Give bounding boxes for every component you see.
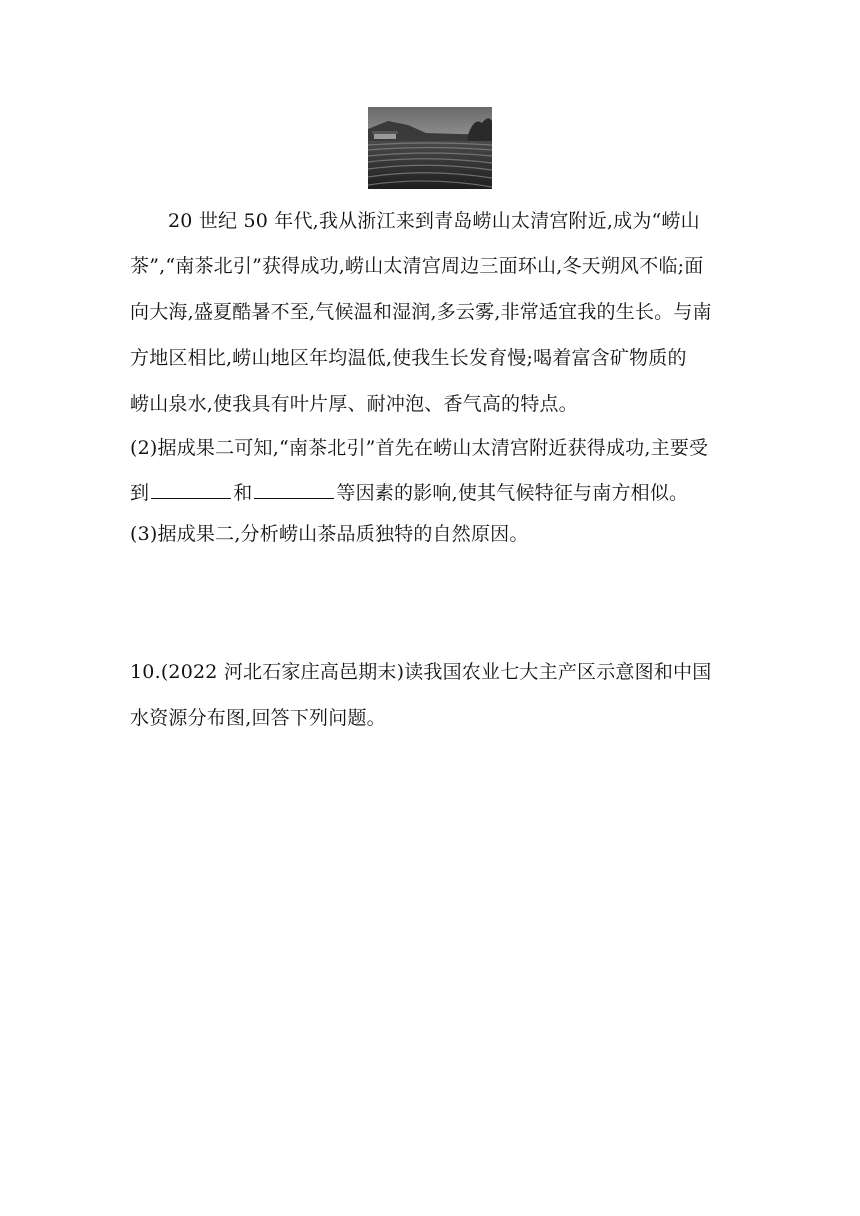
problem-10-line-1: 10.(2022 河北石家庄高邑期末)读我国农业七大主产区示意图和中国 [130,661,712,683]
paragraph-line-2: 茶”,“南茶北引”获得成功,崂山太清宫周边三面环山,冬天朔风不临;面 [130,255,704,277]
paragraph-line-5: 崂山泉水,使我具有叶片厚、耐冲泡、香气高的特点。 [130,393,578,415]
question-2-line-1: (2)据成果二可知,“南茶北引”首先在崂山太清宫附近获得成功,主要受 [130,437,709,459]
question-2-text-a: 到 [130,482,150,504]
question-2-text-b: 和 [233,482,253,504]
paragraph-line-1: 20 世纪 50 年代,我从浙江来到青岛崂山太清宫附近,成为“崂山 [168,210,700,232]
answer-blank-2[interactable] [254,480,334,499]
question-2-text-c: 等因素的影响,使其气候特征与南方相似。 [336,482,689,504]
paragraph-line-4: 方地区相比,崂山地区年均温低,使我生长发育慢;喝着富含矿物质的 [130,347,687,369]
tea-field-photo [368,107,492,189]
question-2-line-2 [130,480,688,506]
paragraph-line-3: 向大海,盛夏酷暑不至,气候温和湿润,多云雾,非常适宜我的生长。与南 [130,301,712,323]
question-3: (3)据成果二,分析崂山茶品质独特的自然原因。 [130,523,529,545]
answer-blank-1[interactable] [151,480,231,499]
problem-10-line-2: 水资源分布图,回答下列问题。 [130,707,386,729]
